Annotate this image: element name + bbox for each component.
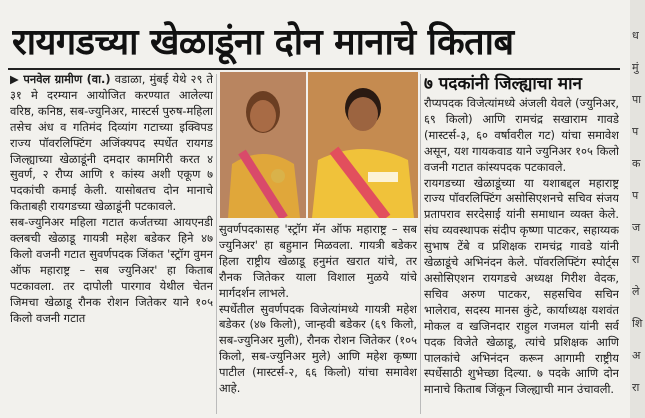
edge-glyph: रा — [632, 381, 640, 394]
portrait-illustration — [220, 72, 306, 218]
dateline: पनवेल ग्रामीण (वा.) — [23, 72, 111, 86]
column-3-paragraph-2: रायगडच्या खेळाडूंच्या या यशाबद्दल महाराष्ट्र राज्य पॉवरलिफ्टिंग असोसिएशनचे सचिव संजय प्रतापराव सरदेसाई यांनी समाधान व्यक्त केले. संघ व्यवस्थापक संदीप कृष्णा पाटकर, सहाय्यक सुभाष टेंबे व प्रशिक्षक रामचंद्र गावडे यांनी खेळाडूंचे अभिनंदन केले. पॉवरलिफ्टिंग स्पोर्ट्स असोसिएशन रायगडचे अध्यक्ष गिरीश वेदक, सचिव अरुण पाटकर, सहसचिव सचिन भालेराव, सदस्य मानस कुंटे, कार्याध्यक्ष यशवंत मोकल व खजिनदार राहुल गजमल यांनी सर्व पदक विजेते खेळाडू, त्यांचे प्रशिक्षक आणि पालकांचे अभिनंदन करून आगामी राष्ट्रीय स्पर्धेसाठी शुभेच्छा दिल्या. ७ पदके आणि दोन मानाचे किताब जिंकून जिल्ह्याची मान उंचावली. — [424, 175, 619, 397]
subheadline: ७ पदकांनी जिल्ह्याचा मान — [424, 74, 582, 94]
edge-glyph: प — [632, 125, 639, 138]
headline: रायगडच्या खेळाडूंना दोन मानाचे किताब — [12, 22, 514, 63]
article-column-2 — [219, 222, 417, 414]
edge-glyph: ले — [632, 285, 640, 298]
column-2-paragraph-2: स्पर्धेतील सुवर्णपदक विजेत्यांमध्ये गायत्री महेश बडेकर (४७ किलो), जान्हवी बडेकर (६९ किलो, सब-ज्युनिअर मुली), रौनक रोशन जितेकर (१०५ किलो, सब-ज्युनिअर मुले) आणि महेश कृष्णा पाटील (मास्टर्स-२, ६६ किलो) यांचा समावेश आहे. — [219, 301, 417, 396]
column-divider — [420, 74, 421, 414]
column-1-paragraph-2: सब-ज्युनिअर महिला गटात कर्जतच्या आयएनडी क्लबची खेळाडू गायत्री महेश बडेकर हिने ४७ किलो वजनी गटात सुवर्णपदक जिंकत 'स्ट्रॉग वुमन ऑफ महाराष्ट्र – सब ज्युनिअर' हा किताब पटकावला. तर दापोली पारगाव येथील चेतन जिमचा खेळाडू रौनक रोशन जितेकर याने १०५ किलो वजनी गटात — [10, 215, 213, 325]
column-divider — [216, 74, 217, 414]
edge-glyph: प — [632, 189, 639, 202]
edge-glyph: ध — [632, 29, 639, 42]
column-1-paragraph-1: ▶ पनवेल ग्रामीण (वा.) वडाळा, मुंबई येथे २९ ते ३१ मे दरम्यान आयोजित करण्यात आलेल्या वरिष्ठ, कनिष्ठ, सब-ज्युनिअर, मास्टर्स पुरुष-महिला तसेच अंध व गतिमंद दिव्यांग गटाच्या इक्विपड राज्य पॉवरलिफ्टिंग अजिंक्यपद स्पर्धेत रायगड जिल्ह्याच्या खेळाडूंनी दमदार कामगिरी करत ४ सुवर्ण, २ रौप्य आणि १ कांस्य अशी एकूण ७ पदकांची कमाई केली. यासोबतच दोन मानाचे किताबही रायगडच्या खेळाडूंनी पटकावले. — [10, 72, 213, 214]
portrait-illustration — [308, 72, 418, 218]
headline-rule — [8, 68, 620, 70]
edge-glyph: क — [632, 157, 641, 170]
article-column-1 — [10, 72, 213, 414]
photo-raunak-jitekar — [308, 72, 418, 218]
edge-glyph: अ — [632, 349, 641, 362]
edge-glyph: पा — [632, 93, 642, 106]
column-2-paragraph-1: सुवर्णपदकासह 'स्ट्रॉग मॅन ऑफ महाराष्ट्र – सब ज्युनिअर' हा बहुमान मिळवला. गायत्री बडेकर हिला राष्ट्रीय खेळाडू हनुमंत खरात यांचे, तर रौनक जितेकर याला विशाल मुळये यांचे मार्गदर्शन लाभले. — [219, 222, 417, 300]
edge-glyph: रा — [632, 253, 640, 266]
column-3-paragraph-1: रौप्यपदक विजेत्यांमध्ये अंजली येवले (ज्युनिअर, ६९ किलो) आणि रामचंद्र सखाराम गावडे (मास्टर्स-३, ६० वर्षावरील गट) यांचा समावेश असून, यश गायकवाड याने ज्युनिअर १०५ किलो वजनी गटात कांस्यपदक पटकावले. — [424, 96, 619, 174]
column-1-lead-text: वडाळा, मुंबई येथे २९ ते ३१ मे दरम्यान आयोजित करण्यात आलेल्या वरिष्ठ, कनिष्ठ, सब-ज्युनिअर, मास्टर्स पुरुष-महिला तसेच अंध व गतिमंद दिव्यांग गटाच्या इक्विपड राज्य पॉवरलिफ्टिंग अजिंक्यपद स्पर्धेत रायगड जिल्ह्याच्या खेळाडूंनी दमदार कामगिरी करत ४ सुवर्ण, २ रौप्य आणि १ कांस्य अशी एकूण ७ पदकांची कमाई केली. यासोबतच दोन मानाचे किताबही रायगडच्या खेळाडूंनी पटकावले. — [10, 72, 213, 214]
photo-gayatri-badekar — [220, 72, 306, 218]
edge-glyph: शि — [632, 317, 643, 330]
edge-glyph: ज — [632, 221, 641, 234]
article-column-3 — [424, 96, 619, 414]
edge-glyph: मुं — [632, 61, 639, 74]
adjacent-article-edge — [630, 0, 645, 418]
